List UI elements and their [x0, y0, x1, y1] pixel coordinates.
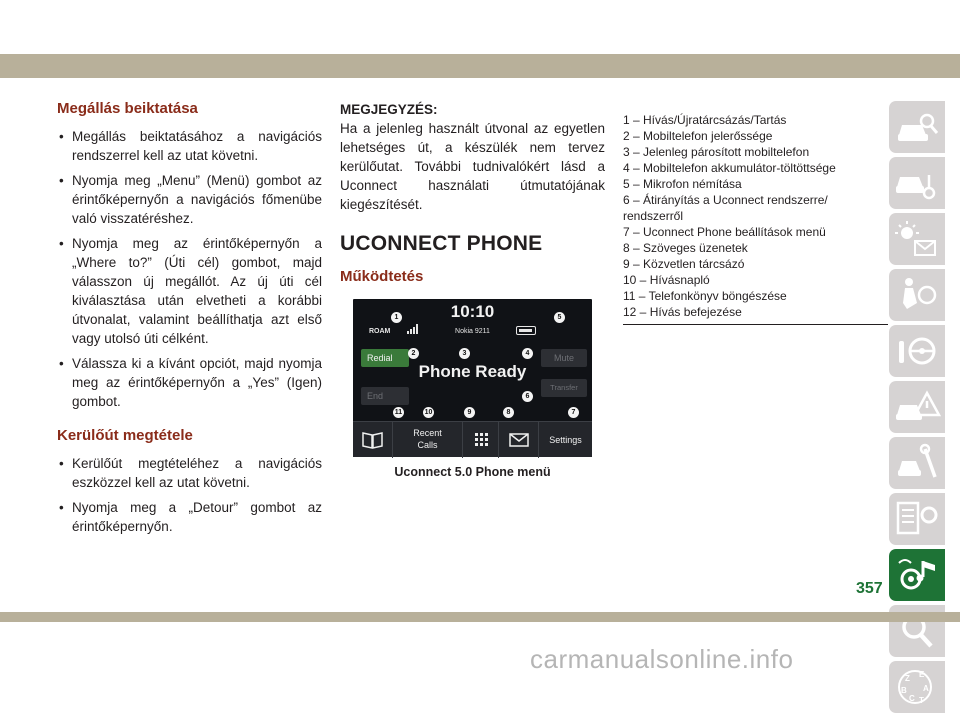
svg-text:Z: Z: [905, 674, 910, 683]
phonebook-icon: [353, 422, 393, 458]
section-heading-detour: Kerülőút megtétele: [57, 427, 193, 444]
chapter-title: UCONNECT PHONE: [340, 232, 543, 255]
tab-chapter-3[interactable]: [889, 213, 945, 265]
legend-item: 10 – Hívásnapló: [623, 273, 710, 287]
settings-button[interactable]: Settings: [549, 435, 582, 445]
recent-calls-button[interactable]: [393, 422, 463, 458]
multimedia-icon: [889, 549, 945, 601]
legend-item: 3 – Jelenleg párosított mobiltelefon: [623, 145, 810, 159]
callout-badge: 5: [554, 312, 565, 323]
list-item: • Kerülőút megtételéhez a navigációs eszközzel kell az utat követni.: [57, 454, 322, 492]
redial-button[interactable]: Redial: [361, 349, 409, 367]
chapter-tabs: [889, 101, 945, 717]
list-item: • Nyomja meg „Menu” (Menü) gombot az érintőképernyőn a navigációs főmenübe való visszatéréshez.: [57, 171, 322, 228]
legend-item: 9 – Közvetlen tárcsázó: [623, 257, 745, 271]
keypad-button[interactable]: [463, 422, 499, 458]
callout-badge: 11: [394, 409, 403, 416]
legend-list: [623, 112, 888, 320]
end-call-button[interactable]: End: [361, 387, 409, 405]
airbag-icon: [889, 269, 945, 321]
tab-chapter-5[interactable]: [889, 325, 945, 377]
callout-badge: 3: [459, 348, 470, 359]
section-heading-stop: Megállás beiktatása: [57, 100, 198, 117]
stop-bullet-list: [57, 127, 322, 411]
legend-item: 4 – Mobiltelefon akkumulátor-töltöttsége: [623, 161, 836, 175]
index-icon: [889, 661, 945, 713]
tab-chapter-8[interactable]: [889, 493, 945, 545]
svg-text:T: T: [919, 696, 924, 705]
mute-button[interactable]: Mute: [541, 349, 587, 367]
list-item: • Nyomja meg a „Detour” gombot az érintőképernyőn.: [57, 498, 322, 536]
page-number: 357: [856, 580, 883, 597]
phonebook-button[interactable]: [353, 422, 393, 458]
keypad-icon: [463, 422, 499, 458]
note-heading: MEGJEGYZÉS:: [340, 102, 438, 117]
bottom-decor-band: [0, 612, 960, 622]
note-text: Ha a jelenleg használt útvonal az egyetlen lehetséges út, a készülék nem tervez kerülőutat. További tudnivalókért lásd a Uconnect használati útmutatójának kiegészítését.: [340, 121, 605, 212]
svg-text:E: E: [919, 670, 925, 679]
tab-chapter-7[interactable]: [889, 437, 945, 489]
tab-chapter-6[interactable]: [889, 381, 945, 433]
detour-bullet-list: [57, 454, 322, 536]
legend-divider: [623, 324, 888, 325]
callout-badge: 7: [568, 407, 579, 418]
list-item: • Megállás beiktatásához a navigációs rendszerrel kell az utat követni.: [57, 127, 322, 165]
svg-text:B: B: [901, 686, 907, 695]
watermark: carmanualsonline.info: [530, 644, 794, 674]
callout-badge: 6: [522, 391, 533, 402]
svg-text:C: C: [909, 694, 915, 703]
transfer-button[interactable]: Transfer: [541, 379, 587, 397]
column-left: [57, 100, 322, 542]
callout-badge: 8: [503, 407, 514, 418]
phone-menu-screenshot: [353, 299, 592, 457]
callout-badge: 9: [464, 407, 475, 418]
legend-item: 6 – Átirányítás a Uconnect rendszerre/ rendszerről: [623, 193, 828, 223]
car-key-icon: [889, 157, 945, 209]
screen-bottom-bar: [353, 421, 592, 457]
wrench-icon: [889, 437, 945, 489]
battery-icon: [516, 326, 536, 335]
tab-chapter-9[interactable]: [889, 549, 945, 601]
svg-text:A: A: [923, 684, 929, 693]
callout-badge: 2: [408, 348, 419, 359]
maintenance-list-icon: [889, 493, 945, 545]
legend-item: 8 – Szöveges üzenetek: [623, 241, 748, 255]
phone-status-text: Phone Ready: [418, 362, 527, 381]
screen-roam-label: ROAM: [369, 328, 391, 335]
list-item: • Nyomja meg az érintőképernyőn a „Where to?” (Úti cél) gombot, majd válasszon új megállót. Az új úti cél kiválasztása után elvetheti a korábbi útvonalat, valamint beállíthatja azt első vagy utolsó úti célként.: [57, 234, 322, 348]
legend-item: 12 – Hívás befejezése: [623, 305, 742, 319]
callout-badge: 4: [522, 348, 533, 359]
tab-chapter-11[interactable]: [889, 661, 945, 713]
callout-badge: 1: [391, 312, 402, 323]
recent-calls-label-1: Recent: [413, 428, 442, 438]
callout-badge: 10: [424, 409, 433, 416]
screen-clock: 10:10: [450, 302, 495, 321]
recent-calls-label-2: Calls: [417, 440, 438, 450]
messages-button[interactable]: [499, 422, 539, 458]
legend-item: 7 – Uconnect Phone beállítások menü: [623, 225, 826, 239]
column-middle: [340, 100, 605, 285]
legend-item: 5 – Mikrofon némítása: [623, 177, 742, 191]
figure-caption: Uconnect 5.0 Phone menü: [394, 465, 551, 479]
car-warning-icon: [889, 381, 945, 433]
legend-item: 1 – Hívás/Újratárcsázás/Tartás: [623, 113, 787, 127]
tab-chapter-1[interactable]: [889, 101, 945, 153]
tab-chapter-4[interactable]: [889, 269, 945, 321]
top-decor-band: [0, 54, 960, 78]
screen-device-name: Nokia 9211: [455, 328, 490, 335]
tab-chapter-2[interactable]: [889, 157, 945, 209]
column-right: [623, 112, 888, 325]
envelope-icon: [499, 422, 539, 458]
steering-wheel-icon: [889, 325, 945, 377]
car-search-icon: [889, 101, 945, 153]
warning-lights-icon: [889, 213, 945, 265]
list-item: • Válassza ki a kívánt opciót, majd nyomja meg az érintőképernyőn a „Yes” (Igen) gombot.: [57, 354, 322, 411]
legend-item: 2 – Mobiltelefon jelerőssége: [623, 129, 773, 143]
legend-item: 11 – Telefonkönyv böngészése: [623, 289, 787, 303]
section-heading-operation: Működtetés: [340, 268, 424, 285]
